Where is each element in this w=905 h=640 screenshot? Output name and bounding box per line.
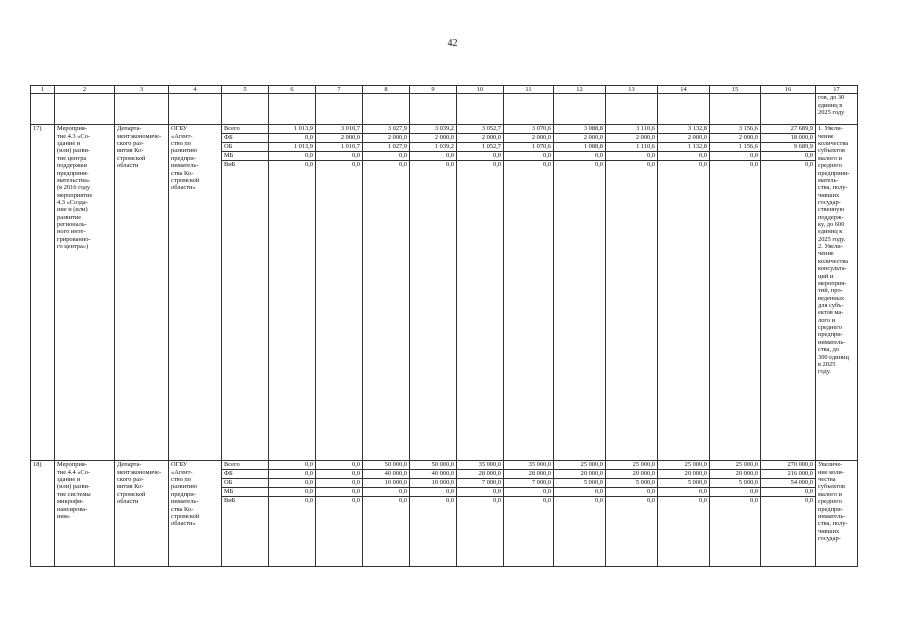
amount-cell: 0,0 [363,161,410,461]
amount-cell: 25 000,0 [606,461,658,470]
amount-cell: 0,0 [316,497,363,567]
amount-cell: 10 000,0 [410,479,457,488]
amount-cell: 0,0 [504,161,554,461]
amount-cell: 3 010,7 [316,125,363,134]
amount-cell: 0,0 [554,152,606,161]
amount-cell: 0,0 [457,152,504,161]
funding-source: МБ [222,152,269,161]
amount-cell: 2 000,0 [658,134,710,143]
amount-cell: 0,0 [316,461,363,470]
amount-cell: 0,0 [710,161,761,461]
amount-cell: 0,0 [410,488,457,497]
amount-cell: 0,0 [410,497,457,567]
amount-cell: 0,0 [761,488,816,497]
amount-cell: 0,0 [410,161,457,461]
amount-cell: 0,0 [269,488,316,497]
amount-cell: 2 000,0 [363,134,410,143]
amount-cell: 0,0 [316,479,363,488]
amount-cell: 2 000,0 [457,134,504,143]
amount-cell: 0,0 [269,134,316,143]
amount-cell: 0,0 [269,152,316,161]
amount-cell: 20 000,0 [554,470,606,479]
amount-cell: 0,0 [363,497,410,567]
funding-source: ФБ [222,470,269,479]
amount-cell: 0,0 [269,461,316,470]
funding-source: ВнБ [222,497,269,567]
amount-cell: 0,0 [363,488,410,497]
amount-cell: 28 000,0 [457,470,504,479]
amount-cell: 216 000,0 [761,470,816,479]
column-number-15: 15 [710,86,761,94]
amount-cell: 20 000,0 [606,470,658,479]
amount-cell: 2 000,0 [554,134,606,143]
amount-cell: 3 088,8 [554,125,606,134]
funding-source: МБ [222,488,269,497]
amount-cell: 0,0 [606,488,658,497]
amount-cell: 0,0 [504,488,554,497]
amount-cell: 50 000,0 [410,461,457,470]
amount-cell: 1 156,6 [710,143,761,152]
measure-number: 18) [31,461,55,567]
continuation-text: гов, до 30 единиц в 2025 году [816,94,858,125]
amount-cell: 0,0 [761,497,816,567]
amount-cell: 0,0 [504,152,554,161]
amount-cell: 40 000,0 [410,470,457,479]
funding-source: Всего [222,125,269,134]
amount-cell: 1 070,6 [504,143,554,152]
amount-cell: 0,0 [316,470,363,479]
amount-cell: 270 000,0 [761,461,816,470]
amount-cell: 1 039,2 [410,143,457,152]
amount-cell: 3 156,6 [710,125,761,134]
amount-cell: 35 000,0 [457,461,504,470]
amount-cell: 3 070,6 [504,125,554,134]
funding-source: ОБ [222,479,269,488]
amount-cell: 5 000,0 [554,479,606,488]
amount-cell: 1 132,8 [658,143,710,152]
amount-cell: 0,0 [658,488,710,497]
amount-cell: 0,0 [457,161,504,461]
column-number-4: 4 [169,86,222,94]
column-number-17: 17 [816,86,858,94]
amount-cell: 1 010,7 [316,143,363,152]
amount-cell: 0,0 [554,161,606,461]
executor-agency: ОГБУ «Агент- ство по развитию предпри- ниматель- ства Ко- стромской области» [169,461,222,567]
amount-cell: 3 027,9 [363,125,410,134]
program-table [30,85,858,567]
amount-cell: 0,0 [316,161,363,461]
funding-source: ФБ [222,134,269,143]
column-number-12: 12 [554,86,606,94]
column-number-1: 1 [31,86,55,94]
amount-cell: 0,0 [316,152,363,161]
amount-cell: 1 110,6 [606,143,658,152]
amount-cell: 2 000,0 [504,134,554,143]
amount-cell: 0,0 [606,161,658,461]
column-number-14: 14 [658,86,710,94]
column-number-7: 7 [316,86,363,94]
amount-cell: 0,0 [710,488,761,497]
column-number-8: 8 [363,86,410,94]
amount-cell: 5 000,0 [710,479,761,488]
amount-cell: 1 013,9 [269,143,316,152]
amount-cell: 0,0 [316,488,363,497]
amount-cell: 40 000,0 [363,470,410,479]
executor-agency: ОГБУ «Агент- ство по развитию предпри- ниматель- ства Ко- стромской области» [169,125,222,461]
amount-cell: 0,0 [761,161,816,461]
page-number: 42 [447,38,458,49]
amount-cell: 1 013,9 [269,125,316,134]
amount-cell: 25 000,0 [554,461,606,470]
responsible-department: Департа- ментэкономиче- ского раз- вития Ко- стромской области [115,125,169,461]
amount-cell: 54 000,0 [761,479,816,488]
amount-cell: 9 689,9 [761,143,816,152]
column-number-9: 9 [410,86,457,94]
amount-cell: 0,0 [363,152,410,161]
amount-cell: 7 000,0 [504,479,554,488]
funding-source: ВнБ [222,161,269,461]
amount-cell: 0,0 [410,152,457,161]
amount-cell: 5 000,0 [606,479,658,488]
amount-cell: 50 000,0 [363,461,410,470]
amount-cell: 0,0 [554,488,606,497]
column-number-11: 11 [504,86,554,94]
amount-cell: 1 052,7 [457,143,504,152]
funding-row [31,461,858,470]
amount-cell: 18 000,0 [761,134,816,143]
amount-cell: 28 000,0 [504,470,554,479]
column-number-2: 2 [55,86,115,94]
measure-name: Мероприя- тие 4.4 «Со- здание и (или) разви- тие системы микрофи- нансирова- ния» [55,461,115,567]
column-number-10: 10 [457,86,504,94]
amount-cell: 3 110,6 [606,125,658,134]
funding-source: Всего [222,461,269,470]
column-number-3: 3 [115,86,169,94]
amount-cell: 2 000,0 [710,134,761,143]
amount-cell: 0,0 [554,497,606,567]
amount-cell: 0,0 [710,152,761,161]
funding-row [31,125,858,134]
amount-cell: 0,0 [606,152,658,161]
column-number-6: 6 [269,86,316,94]
measure-name: Мероприя- тие 4.3 «Со- здание и (или) разви- тие центра поддержки предприни- мательства» (в 2016 году мероприятие 4.3 «Созда- ние и (или) развитие региональ- ного инте- грированно- го центра») [55,125,115,461]
amount-cell: 0,0 [269,497,316,567]
amount-cell: 3 039,2 [410,125,457,134]
amount-cell: 20 000,0 [658,470,710,479]
amount-cell: 0,0 [457,488,504,497]
expected-result: 1. Увели- чение количества субъектов малого и среднего предприни- матель- ства, полу- чивших государ- ственную поддерж- ку, до 600 единиц к 2025 году. 2. Увели- чение количества консульта- ций и мероприя- тий, про- веденных для субъ- ектов ма- лого и среднего предпри- ниматель- ства, до 300 единиц в 2025 году. [816,125,858,461]
amount-cell: 2 000,0 [410,134,457,143]
amount-cell: 25 000,0 [658,461,710,470]
amount-cell: 35 000,0 [504,461,554,470]
amount-cell: 10 000,0 [363,479,410,488]
amount-cell: 25 000,0 [710,461,761,470]
responsible-department: Департа- ментэкономиче- ского раз- вития Ко- стромской области [115,461,169,567]
column-number-5: 5 [222,86,269,94]
amount-cell: 0,0 [710,497,761,567]
amount-cell: 0,0 [269,470,316,479]
column-number-row [31,86,858,94]
amount-cell: 20 000,0 [710,470,761,479]
continuation-row [31,94,858,125]
amount-cell: 0,0 [658,497,710,567]
amount-cell: 0,0 [504,497,554,567]
amount-cell: 0,0 [269,161,316,461]
amount-cell: 0,0 [606,497,658,567]
amount-cell: 0,0 [761,152,816,161]
amount-cell: 2 000,0 [606,134,658,143]
amount-cell: 7 000,0 [457,479,504,488]
amount-cell: 3 052,7 [457,125,504,134]
amount-cell: 1 027,9 [363,143,410,152]
funding-source: ОБ [222,143,269,152]
amount-cell: 0,0 [658,152,710,161]
amount-cell: 3 132,8 [658,125,710,134]
column-number-16: 16 [761,86,816,94]
amount-cell: 27 689,9 [761,125,816,134]
amount-cell: 0,0 [658,161,710,461]
amount-cell: 2 000,0 [316,134,363,143]
amount-cell: 1 088,8 [554,143,606,152]
expected-result: Увеличе- ние коли- чества субъектов малого и среднего предпри- ниматель- ства, полу- чивших государ- [816,461,858,567]
amount-cell: 5 000,0 [658,479,710,488]
column-number-13: 13 [606,86,658,94]
amount-cell: 0,0 [269,479,316,488]
measure-number: 17) [31,125,55,461]
amount-cell: 0,0 [457,497,504,567]
